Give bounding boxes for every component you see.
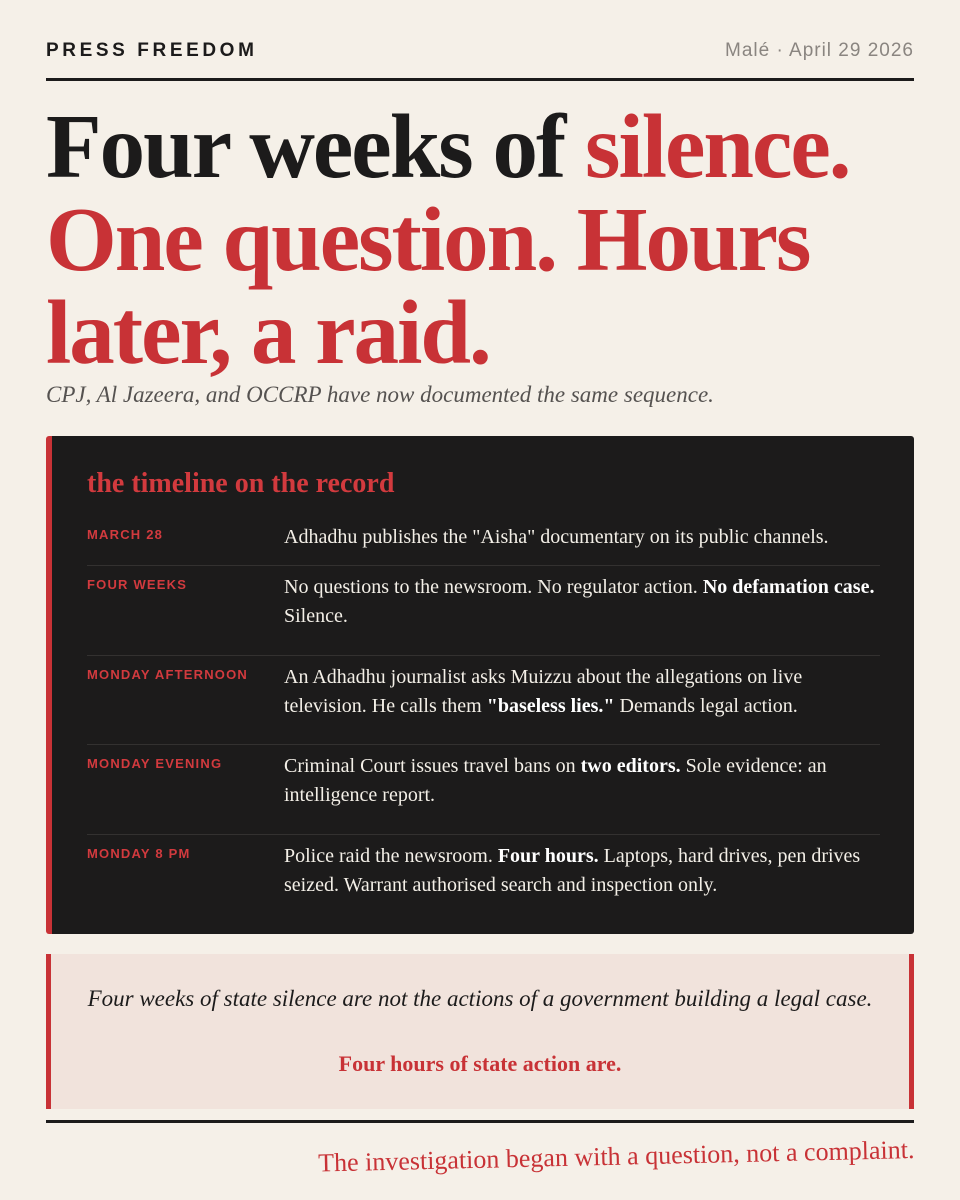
timeline-entry [284,523,880,552]
timeline-row [87,745,880,835]
headline [46,96,926,383]
timeline-date: MONDAY EVENING [87,756,223,771]
section-kicker: PRESS FREEDOM [46,40,258,61]
timeline-entry-text: An Adhadhu journalist asks Muizzu about the allegations on live television. He calls them [284,666,803,717]
pull-quote-emphasis: Four hours of state action are. [338,1051,622,1076]
timeline-row [87,566,880,656]
timeline-entry-text: Silence. [284,605,348,627]
pull-quote-emphasis-wrap [76,1051,884,1077]
page [46,0,914,1200]
timeline-entry-bold: "baseless lies." [486,695,615,717]
timeline-title: the timeline on the record [87,468,395,499]
subhead: CPJ, Al Jazeera, and OCCRP have now documented the same sequence. [46,382,714,407]
pull-quote [46,954,914,1109]
timeline-entry-text: Sole evidence: an intelligence report. [284,755,827,806]
timeline-entry-bold: two editors. [580,755,681,777]
pull-quote-text: Four weeks of state silence are not the actions of a government building a legal case. [87,986,873,1011]
timeline-entry-bold: No defamation case. [702,576,875,598]
timeline-entry-text: Demands legal action. [614,695,798,717]
timeline-rows [87,516,880,923]
timeline-entry-text: Criminal Court issues travel bans on [284,755,581,777]
timeline-entry-text: Laptops, hard drives, pen drives seized. Warrant authorised search and inspection only. [284,845,861,896]
headline-part-2: silence. [585,96,850,197]
dateline: Malé · April 29 2026 [725,40,914,61]
timeline-entry [284,663,880,721]
timeline-row [87,656,880,745]
timeline-entry-text: Adhadhu publishes the "Aisha" documentary on its public channels. [284,526,829,548]
timeline-date: MARCH 28 [87,527,164,542]
timeline-date: MONDAY AFTERNOON [87,667,249,682]
headline-part-3: One question. Hours later, a raid. [46,189,810,383]
timeline-entry [284,842,880,900]
timeline-panel [46,436,914,934]
timeline-entry-text: Police raid the newsroom. [284,845,498,867]
footer-rule [46,1120,914,1123]
timeline-entry [284,752,880,810]
timeline-entry-bold: Four hours. [497,845,599,867]
timeline-row [87,516,880,566]
timeline-entry-text: No questions to the newsroom. No regulator action. [284,576,703,598]
timeline-date: MONDAY 8 PM [87,846,191,861]
timeline-date: FOUR WEEKS [87,577,188,592]
signoff: The investigation began with a question, not a complaint. [317,1135,915,1178]
headline-part-1: Four weeks of [46,96,586,197]
timeline-entry [284,573,880,631]
header-bar [46,38,914,81]
timeline-row [87,835,880,923]
